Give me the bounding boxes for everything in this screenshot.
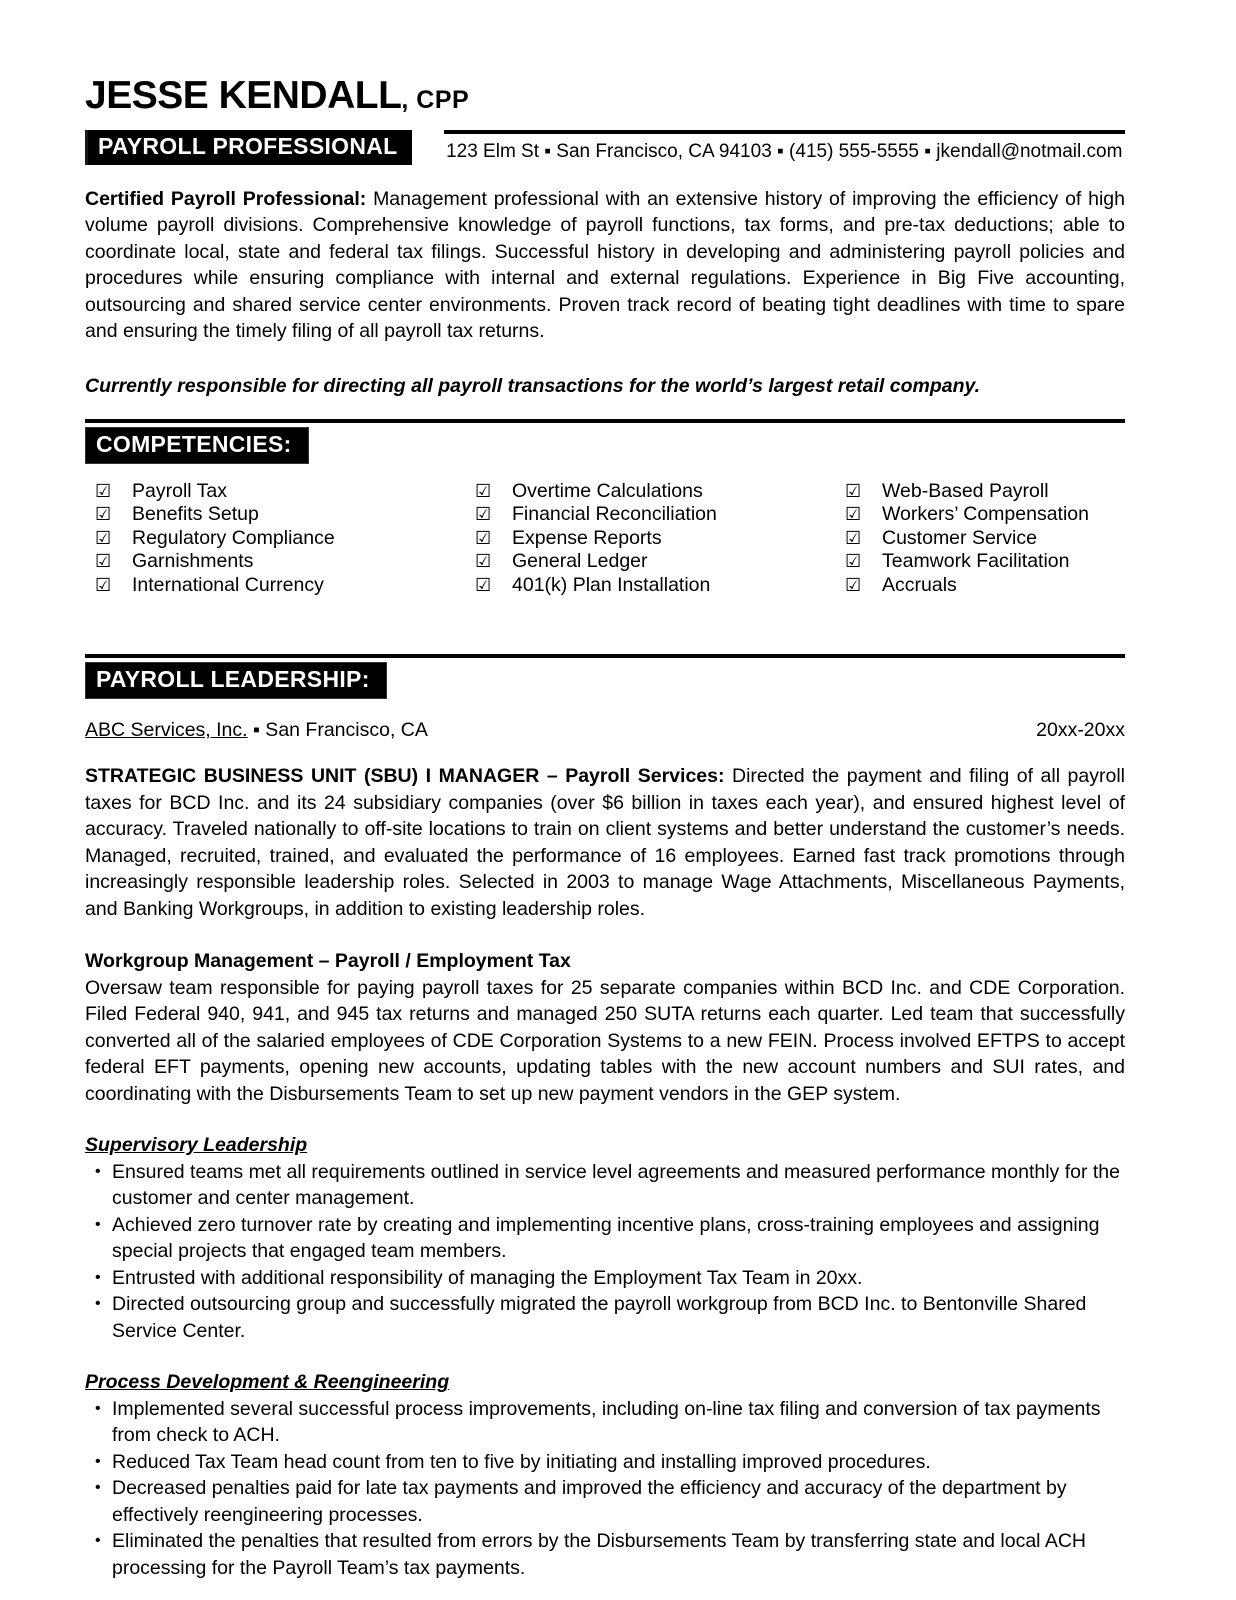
- checked-checkbox-icon: ☑: [475, 480, 492, 501]
- person-name: JESSE KENDALL: [85, 74, 402, 117]
- competency-label: Workers’ Compensation: [882, 503, 1089, 526]
- company-line: [85, 719, 428, 742]
- company-row: [85, 719, 1125, 742]
- checked-checkbox-icon: ☑: [845, 574, 862, 595]
- bullet-icon: •: [95, 1215, 101, 1233]
- competencies-grid: [85, 480, 1125, 598]
- bullet-text: Decreased penalties paid for late tax payments and improved the efficiency and accuracy of the department by effectively reengineering processes.: [112, 1477, 1067, 1526]
- summary-body: Management professional with an extensive history of improving the efficiency of high volume payroll divisions. Comprehensive knowledge of payroll functions, tax forms, and pre-tax deductions; able to coordinate local, state and federal tax filings. Successful history in developing and administering payroll policies and procedures while ensuring compliance with internal and external regulations. Experience in Big Five accounting, outsourcing and shared service center environments. Proven track record of beating tight deadlines with time to spare and ensuring the timely filing of all payroll tax returns.: [85, 187, 1125, 343]
- list-item: [85, 1265, 1125, 1292]
- employment-dates: 20xx-20xx: [1036, 719, 1125, 742]
- header-badge-row: [85, 130, 1125, 165]
- workgroup-heading: Workgroup Management – Payroll / Employment Tax: [85, 950, 571, 973]
- bullet-text: Implemented several successful process improvements, including on-line tax filing and conversion of tax payments from check to ACH.: [112, 1397, 1101, 1447]
- competencies-column-2: [465, 480, 835, 598]
- checked-checkbox-icon: ☑: [95, 551, 112, 572]
- company-name: ABC Services, Inc.: [85, 719, 248, 742]
- checked-checkbox-icon: ☑: [475, 551, 492, 572]
- bullet-icon: •: [95, 1532, 101, 1550]
- competencies-heading-wrap: [85, 427, 1125, 464]
- list-item: [85, 1291, 1125, 1344]
- competency-label: Financial Reconciliation: [512, 503, 717, 526]
- checked-checkbox-icon: ☑: [95, 504, 112, 525]
- competency-item: [465, 574, 835, 598]
- competency-label: Garnishments: [132, 550, 254, 573]
- competency-item: [465, 503, 835, 527]
- role-paragraph: [85, 763, 1125, 922]
- list-item: [85, 1159, 1125, 1212]
- company-location: ▪ San Francisco, CA: [247, 719, 428, 742]
- spacer: [85, 597, 1125, 633]
- bullet-text: Eliminated the penalties that resulted from errors by the Disbursements Team by transferring state and local ACH processing for the Payroll Team’s tax payments.: [112, 1530, 1087, 1579]
- section-divider-competencies: [85, 419, 1125, 423]
- competency-label: 401(k) Plan Installation: [512, 573, 711, 596]
- competency-item: [835, 527, 1125, 551]
- list-item: [85, 1449, 1125, 1476]
- competency-item: [85, 550, 465, 574]
- competency-label: Teamwork Facilitation: [882, 550, 1070, 573]
- checked-checkbox-icon: ☑: [845, 480, 862, 501]
- checked-checkbox-icon: ☑: [845, 504, 862, 525]
- competency-item: [465, 480, 835, 504]
- competency-item: [85, 480, 465, 504]
- competencies-column-3: [835, 480, 1125, 598]
- title-badge: PAYROLL PROFESSIONAL: [85, 130, 412, 165]
- bullet-text: Achieved zero turnover rate by creating and implementing incentive plans, cross-training employees and assigning special projects that engaged team members.: [112, 1213, 1100, 1263]
- competency-label: Accruals: [882, 573, 957, 596]
- subsection-heading-process: Process Development & Reengineering: [85, 1371, 450, 1394]
- workgroup-paragraph: Oversaw team responsible for paying payroll taxes for 25 separate companies within BCD Inc. and CDE Corporation. Filed Federal 940, 941, and 945 tax returns and managed 250 SUTA returns each quarter. Led team that successfully converted all of the salaried employees of CDE Corporation Systems to a new FEIN. Process involved EFTPS to accept federal EFT payments, opening new accounts, updating tables with the new account numbers and SUI rates, and coordinating with the Disbursements Team to set up new payment vendors in the GEP system.: [85, 976, 1125, 1105]
- supervisory-bullet-list: [85, 1159, 1125, 1345]
- list-item: [85, 1528, 1125, 1581]
- bullet-icon: •: [95, 1162, 101, 1180]
- header-name-line: [85, 76, 1125, 117]
- summary-lead: Certified Payroll Professional:: [85, 187, 367, 210]
- competency-label: Regulatory Compliance: [132, 526, 335, 549]
- competency-label: Customer Service: [882, 526, 1037, 549]
- contact-line: [444, 130, 1125, 163]
- checked-checkbox-icon: ☑: [95, 480, 112, 501]
- subsection-heading-supervisory: Supervisory Leadership: [85, 1134, 308, 1157]
- competency-label: Overtime Calculations: [512, 479, 703, 502]
- role-description: Directed the payment and filing of all payroll taxes for BCD Inc. and its 24 subsidiary companies (over $6 billion in taxes each year), and ensured highest level of accuracy. Traveled nationally to off-site locations to train on client systems and better understand the customer’s needs. Managed, recruited, trained, and evaluated the performance of 16 employees. Earned fast track promotions through increasingly responsible leadership roles. Selected in 2003 to manage Wage Attachments, Miscellaneous Payments, and Banking Workgroups, in addition to existing leadership roles.: [85, 765, 1125, 920]
- competency-label: International Currency: [132, 573, 324, 596]
- list-item: [85, 1475, 1125, 1528]
- competency-item: [85, 574, 465, 598]
- competency-item: [85, 503, 465, 527]
- bullet-text: Entrusted with additional responsibility of managing the Employment Tax Team in 20xx.: [112, 1266, 863, 1289]
- checked-checkbox-icon: ☑: [95, 574, 112, 595]
- competency-item: [835, 550, 1125, 574]
- checked-checkbox-icon: ☑: [475, 527, 492, 548]
- person-credential: , CPP: [401, 86, 470, 114]
- bullet-icon: •: [95, 1295, 101, 1313]
- bullet-text: Ensured teams met all requirements outlined in service level agreements and measured performance monthly for the customer and center management.: [112, 1160, 1121, 1210]
- checked-checkbox-icon: ☑: [95, 527, 112, 548]
- competencies-column-1: [85, 480, 465, 598]
- summary-paragraph: [85, 186, 1125, 345]
- bullet-icon: •: [95, 1479, 101, 1497]
- competency-item: [465, 527, 835, 551]
- bullet-icon: •: [95, 1452, 101, 1470]
- section-divider-leadership: [85, 654, 1125, 658]
- competency-item: [835, 480, 1125, 504]
- current-role-line: Currently responsible for directing all payroll transactions for the world’s largest retail company.: [85, 374, 981, 397]
- competency-label: Payroll Tax: [132, 479, 228, 502]
- bullet-icon: •: [95, 1399, 101, 1417]
- checked-checkbox-icon: ☑: [845, 551, 862, 572]
- list-item: [85, 1212, 1125, 1265]
- bullet-icon: •: [95, 1268, 101, 1286]
- competency-label: Benefits Setup: [132, 503, 259, 526]
- competency-label: Expense Reports: [512, 526, 662, 549]
- competency-item: [85, 527, 465, 551]
- bullet-text: Reduced Tax Team head count from ten to five by initiating and installing improved procedures.: [112, 1450, 931, 1473]
- competency-item: [835, 574, 1125, 598]
- process-bullet-list: [85, 1396, 1125, 1582]
- competency-label: Web-Based Payroll: [882, 479, 1049, 502]
- competency-label: General Ledger: [512, 550, 648, 573]
- competency-item: [835, 503, 1125, 527]
- leadership-heading-wrap: [85, 662, 1125, 699]
- list-item: [85, 1396, 1125, 1449]
- checked-checkbox-icon: ☑: [475, 504, 492, 525]
- competency-item: [465, 550, 835, 574]
- role-title: STRATEGIC BUSINESS UNIT (SBU) I MANAGER – Payroll Services:: [85, 765, 725, 788]
- bullet-text: Directed outsourcing group and successfully migrated the payroll workgroup from BCD Inc. to Bentonville Shared Service Center.: [112, 1293, 1087, 1342]
- leadership-heading: PAYROLL LEADERSHIP:: [85, 662, 387, 699]
- checked-checkbox-icon: ☑: [845, 527, 862, 548]
- checked-checkbox-icon: ☑: [475, 574, 492, 595]
- contact-info: 123 Elm St ▪ San Francisco, CA 94103 ▪ (415) 555-5555 ▪ jkendall@notmail.com: [446, 140, 1123, 162]
- competencies-heading: COMPETENCIES:: [85, 427, 309, 464]
